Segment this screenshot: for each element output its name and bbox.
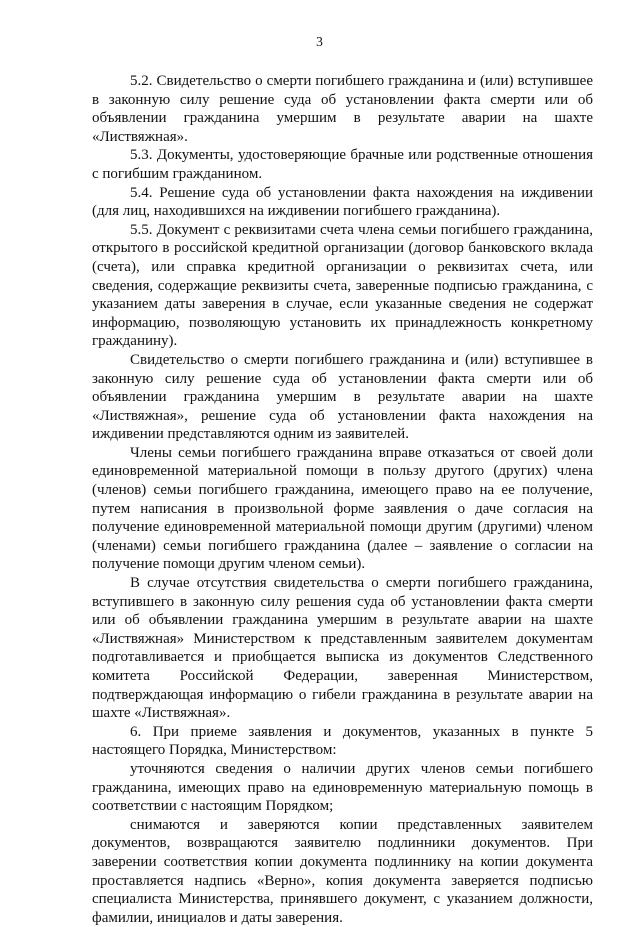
paragraph-absence-certificate: В случае отсутствия свидетельства о смерти погибшего гражданина, вступившего в законную силу решения суда об установлении факта смерти или об объявлении гражданина умершим в результате аварии на шахте «Листвяжная» Министерством к представленным заявителем документам подготавливается и приобщается выписка из документов Следственного комитета Российской Федерации, заверенная Министерством, подтверждающая информацию о гибели гражданина в результате аварии на шахте «Листвяжная». [92,575,593,722]
paragraph-5-3: 5.3. Документы, удостоверяющие брачные или родственные отношения с погибшим гражданином. [92,147,593,182]
paragraph-5-4: 5.4. Решение суда об установлении факта нахождения на иждивении (для лиц, находившихся на иждивении погибшего гражданина). [92,184,593,220]
paragraph-6-copies: снимаются и заверяются копии представленных заявителем документов, возвращаются заявителю подлинники документов. При заверении соответствия копии документа подлиннику на копии документа проставляется надпись «Верно», копия документа заверяется подписью специалиста Министерства, принявшего документ, с указанием должности, фамилии, инициалов и даты заверения. [92,816,593,926]
paragraph-death-certificate: Свидетельство о смерти погибшего гражданина и (или) вступившее в законную силу решение суда об установлении факта смерти или об объявлении гражданина умершим в результате аварии на шахте «Листвяжная», решение суда об установлении факта нахождения на иждивении представляются одним из заявителей. [92,351,593,443]
paragraph-5-2: 5.2. Свидетельство о смерти погибшего гражданина и (или) вступившее в законную силу решение суда об установлении факта смерти или об объявлении гражданина умершим в результате аварии на шахте «Листвяжная». [92,73,593,145]
paragraph-6-clarification: уточняются сведения о наличии других членов семьи погибшего гражданина, имеющих право на единовременную материальную помощь в соответствии с настоящим Порядком; [92,760,593,815]
document-body [92,72,593,927]
page-number: 3 [316,34,323,49]
paragraph-5-5: 5.5. Документ с реквизитами счета члена семьи погибшего гражданина, открытого в российской кредитной организации (договор банковского вклада (счета), или справка кредитной организации о реквизитах счета, или сведения, содержащие реквизиты счета, заверенные подписью гражданина, с указанием даты заверения в случае, если указанные сведения не содержат информацию, позволяющую установить их принадлежность конкретному гражданину). [92,221,593,350]
paragraph-family-refusal: Члены семьи погибшего гражданина вправе отказаться от своей доли единовременной материальной помощи в пользу другого (других) члена (членов) семьи погибшего гражданина, имеющего право на ее получение, путем написания в произвольной форме заявления о даче согласия на получение единовременной материальной помощи другим (другими) членом (членами) семьи погибшего гражданина (далее – заявление о согласии на получение помощи другим членом семьи). [92,444,593,573]
paragraph-6: 6. При приеме заявления и документов, указанных в пункте 5 настоящего Порядка, Министерством: [92,723,593,759]
